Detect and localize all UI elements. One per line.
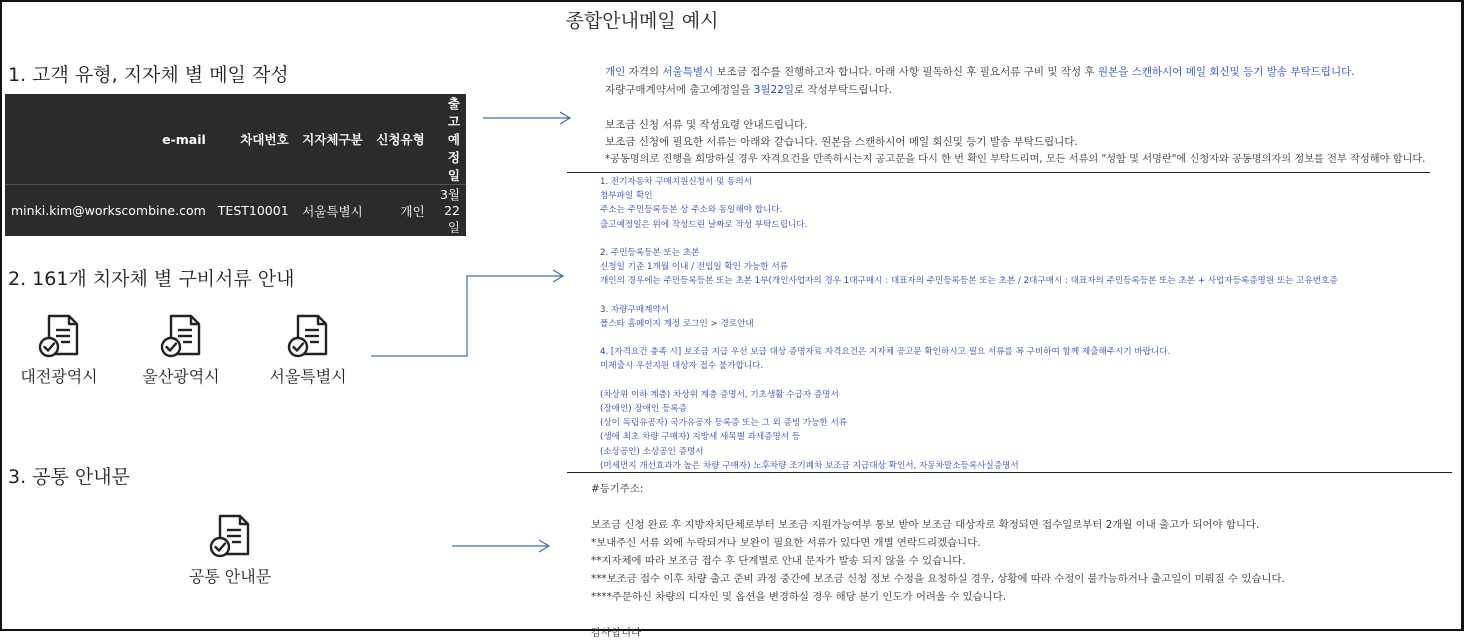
list-item: 3. 자량구매계약서 [600, 304, 670, 315]
region-doc-ulsan [140, 312, 222, 387]
region-label: 울산광역시 [142, 367, 220, 386]
region-doc-daejeon [18, 312, 100, 387]
list-item [600, 289, 1338, 303]
list-item: 미제출시 우선지원 대상자 접수 불가합니다. [600, 361, 764, 372]
table-row [5, 185, 466, 237]
mail-type: 개인 [605, 66, 626, 78]
mail-intro-line-3: 보조금 신청 서류 및 작성요령 안내드립니다. [605, 119, 808, 131]
list-item: *보내주신 서류 외에 누락되거나 보완이 필요한 서류가 있다면 개별 연락드리겠습니다. [591, 537, 981, 549]
list-item: 출고예정일은 위에 작성드린 날짜로 작성 부탁드립니다. [600, 219, 808, 230]
mail-text-segment: 보조금 접수를 진행하고자 합니다. 아래 사항 필독하신 후 필요서류 구비 및 작성 후 [713, 66, 1098, 78]
header-type: 신청유형 [369, 94, 431, 185]
region-label: 서울특별시 [269, 367, 347, 386]
document-check-icon [284, 312, 332, 360]
customer-table-header [5, 94, 466, 185]
list-item [591, 498, 1285, 516]
list-item: 1. 전기자동차 구매지원신청서 및 동의서 [600, 177, 752, 187]
mail-text-segment: 자격의 [625, 66, 663, 78]
cell-email: minki.kim@workscombine.com [11, 203, 206, 218]
page-title: 종합안내메일 예시 [565, 10, 719, 32]
mail-intro-line-2 [605, 82, 892, 99]
document-check-icon [35, 312, 83, 360]
list-item: #등기주소: [591, 483, 644, 495]
mail-text-segment: 자량구매계약서에 출고예정일을 [605, 84, 754, 96]
list-item: (생애 최초 차량 구매자) 지방세 세목별 과세증명서 등 [600, 432, 801, 443]
customer-table [5, 94, 466, 236]
section-1-title-text: 1. 고객 유형, 지자체 별 메일 작성 [8, 64, 289, 86]
document-check-icon [157, 312, 205, 360]
mail-instruction: 원본을 스캔하시어 메일 회신및 등기 발송 부탁드립니다. [1097, 66, 1355, 78]
document-check-icon [206, 512, 254, 560]
cell-delivery: 3월22일 [439, 187, 460, 235]
list-item: ****주문하신 차량의 디자인 및 옵션을 변경하실 경우 해당 분기 인도가 어려울 수 있습니다. [591, 591, 1007, 603]
list-item [600, 374, 1338, 388]
list-item: 신청일 기준 1개월 이내 / 전입일 확인 가능한 서류 [600, 262, 788, 273]
region-label: 대전광역시 [20, 367, 98, 386]
section-3-title-text: 3. 공통 안내문 [8, 466, 130, 488]
section-1-title [8, 60, 289, 87]
region-doc-seoul [267, 312, 349, 387]
header-vin: 차대번호 [212, 94, 295, 185]
section-3-title [8, 462, 130, 489]
list-item: (상이 독립유공자) 국가유공자 등록증 또는 그 외 증빙 가능한 서류 [600, 418, 848, 429]
list-item: (차상위 이하 계층) 차상위 계층 증명서, 기초생활 수급자 증명서 [600, 389, 839, 400]
list-item [600, 331, 1338, 345]
list-item: (미세먼지 개선효과가 높은 차량 구매자) 노후차량 조기폐차 보조금 지급대상 확인서, 자동차말소등록사실증명서 [600, 460, 1019, 471]
list-item [591, 606, 1285, 624]
cell-type: 개인 [400, 203, 425, 219]
mail-delivery-date: 3월22일 [753, 84, 795, 96]
divider [567, 472, 1452, 473]
section-2-title-text: 2. 161개 치자체 별 구비서류 안내 [8, 268, 295, 290]
mail-intro-line-1 [605, 64, 1355, 81]
list-item: 첨부파일 확인 [600, 191, 653, 202]
mail-intro-line-4: 보조금 신청에 필요한 서류는 아래와 같습니다. 원본을 스캔하시어 메일 회신및 등기 발송 부탁드립니다. [605, 136, 1078, 148]
required-documents-list [600, 175, 1338, 473]
cell-region: 서울특별시 [302, 203, 363, 219]
section-2-title [8, 264, 295, 291]
header-region: 지자체구분 [295, 94, 369, 185]
mail-text-segment: 로 작성부탁드립니다. [794, 84, 892, 96]
list-item: 감사합니다 [591, 627, 642, 639]
list-item: 주소는 주민등록등본 상 주소와 동일해야 합니다. [600, 205, 783, 216]
list-item: (소상공인) 소상공인 증명서 [600, 446, 704, 457]
common-notice-text [591, 480, 1285, 642]
common-label: 공통 안내문 [188, 567, 272, 586]
list-item: **지자체에 따라 보조금 접수 후 단계별로 안내 문자가 발송 되지 않을 수 있습니다. [591, 555, 966, 567]
list-item [600, 232, 1338, 246]
mail-region: 서울특별시 [662, 66, 714, 78]
list-item: 개인의 경우에는 주민등록등본 또는 초본 1부(개인사업자의 경우 1대구매시 : 대표자의 주민등록등본 또는 초본 / 2대구매시 : 대표자의 주민등록등본 또는 초본 + 사업자등록증명원 또는 고유번호증 [600, 276, 1338, 287]
header-email: e-mail [5, 94, 212, 185]
list-item: (장애인) 장애인 등록증 [600, 404, 687, 414]
mail-intro-line-5: *공동명의로 진행을 희망하실 경우 자격요건을 만족하시는지 공고문을 다시 한 번 확인 부탁드리며, 모든 서류의 "성함 및 서명란"에 신청자와 공동명의자의 정보를 전부 작성해야 합니다. [605, 154, 1426, 165]
list-item: 2. 주민등록등본 또는 초본 [600, 247, 700, 258]
list-item: ***보조금 접수 이후 차량 출고 준비 과정 중간에 보조금 신청 정보 수정을 요청하실 경우, 상황에 따라 수정이 불가능하거나 출고일이 미뤄질 수 있습니다. [591, 573, 1285, 585]
list-item: 폴스타 홈페이지 계정 로그인 > 경로안내 [600, 318, 754, 329]
list-item: 4. [자격요건 충족 시] 보조금 지급 우선 보급 대상 증명자료 자격요건은 지자체 공고문 확인하시고 필요 서류를 꼭 구비하여 함께 제출해주시기 바랍니다. [600, 347, 1171, 358]
cell-vin: TEST10001 [217, 203, 289, 218]
list-item: 보조금 신청 완료 후 지방자치단체로부터 보조금 지원가능여부 통보 받아 보조금 대상자로 확정되면 접수일로부터 2개월 이내 출고가 되어야 합니다. [591, 519, 1260, 531]
common-doc [180, 512, 280, 587]
divider [567, 172, 1430, 173]
header-delivery: 출고예정일 [431, 94, 466, 185]
